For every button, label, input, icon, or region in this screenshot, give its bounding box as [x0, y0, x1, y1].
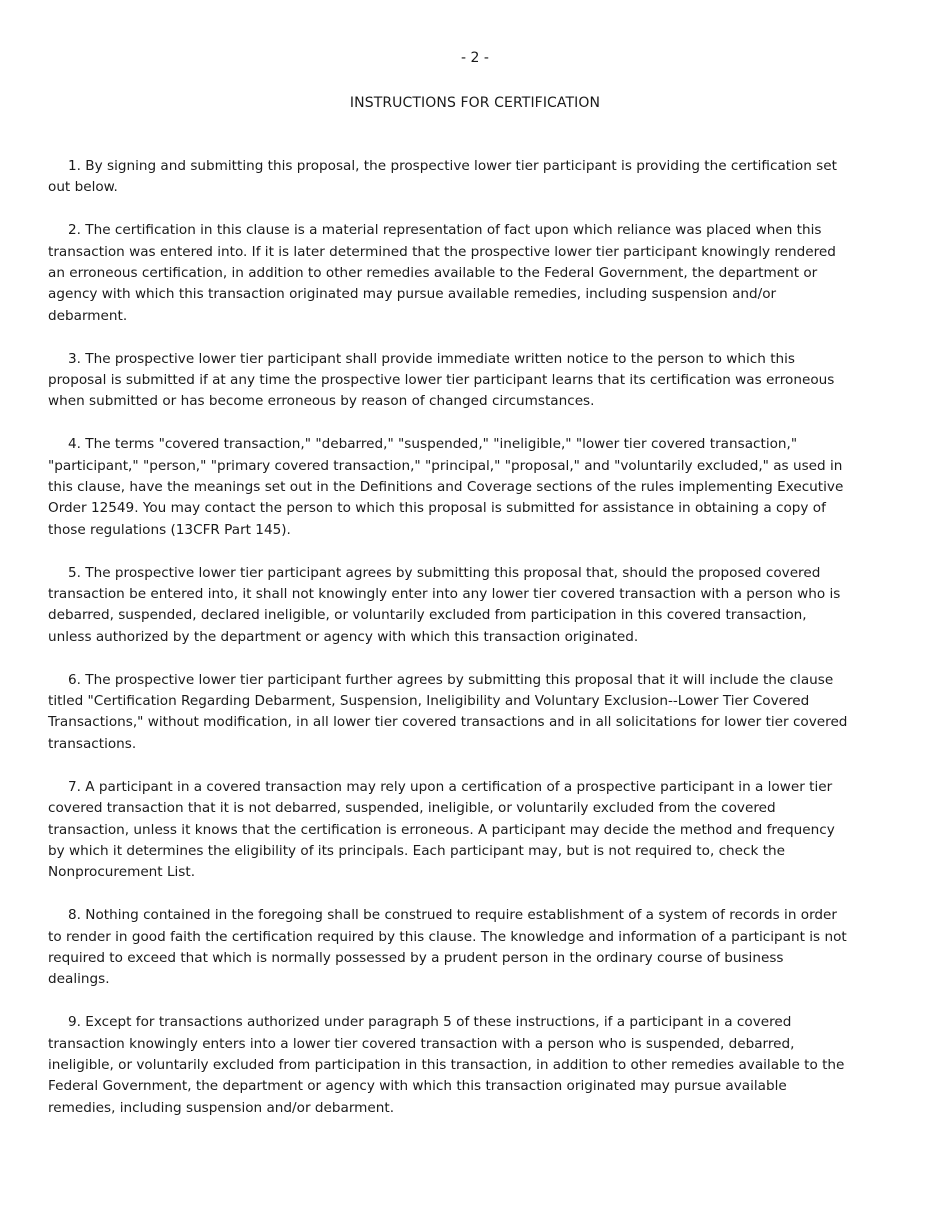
- paragraph-2: 2. The certification in this clause is a material representation of fact upon which reliance was placed when this transaction was entered into. If it is later determined that the prospective lower tier participant knowingly rendered an erroneous certification, in addition to other remedies available to the Federal Government, the department or agency with which this transaction originated may pursue available remedies, including suspension and/or debarment.: [48, 222, 836, 324]
- paragraph-3: 3. The prospective lower tier participant shall provide immediate written notice to the person to which this proposal is submitted if at any time the prospective lower tier participant learns that its certification was erroneous when submitted or has become erroneous by reason of changed circumstances.: [48, 350, 835, 410]
- instructions-body: [48, 156, 848, 1141]
- page-number: - 2 -: [461, 50, 489, 66]
- paragraph-1: 1. By signing and submitting this proposal, the prospective lower tier participant is providing the certification set out below.: [48, 158, 837, 196]
- paragraph-8: 8. Nothing contained in the foregoing shall be construed to require establishment of a system of records in order to render in good faith the certification required by this clause. The knowledge and information of a participant is not required to exceed that which is normally possessed by a prudent person in the ordinary course of business dealings.: [48, 907, 847, 988]
- paragraph-5: 5. The prospective lower tier participant agrees by submitting this proposal that, should the proposed covered transaction be entered into, it shall not knowingly enter into any lower tier covered transaction with a person who is debarred, suspended, declared ineligible, or voluntarily excluded from participation in this covered transaction, unless authorized by the department or agency with which this transaction originated.: [48, 564, 841, 645]
- paragraph-6: 6. The prospective lower tier participant further agrees by submitting this proposal that it will include the clause titled "Certification Regarding Debarment, Suspension, Ineligibility and Voluntary Exclusion--Lower Tier Covered Transactions," without modification, in all lower tier covered transactions and in all solicitations for lower tier covered transactions.: [48, 671, 848, 752]
- paragraph-7: 7. A participant in a covered transaction may rely upon a certification of a prospective participant in a lower tier covered transaction that it is not debarred, suspended, ineligible, or voluntarily excluded from the covered transaction, unless it knows that the certification is erroneous. A participant may decide the method and frequency by which it determines the eligibility of its principals. Each participant may, but is not required to, check the Nonprocurement List.: [48, 778, 835, 881]
- paragraph-4: 4. The terms "covered transaction," "debarred," "suspended," "ineligible," "lower tier covered transaction," "participant," "person," "primary covered transaction," "principal," "proposal," and "voluntarily excluded," as used in this clause, have the meanings set out in the Definitions and Coverage sections of the rules implementing Executive Order 12549. You may contact the person to which this proposal is submitted for assistance in obtaining a copy of those regulations (13CFR Part 145).: [48, 436, 844, 538]
- document-title: INSTRUCTIONS FOR CERTIFICATION: [349, 95, 601, 111]
- paragraph-9: 9. Except for transactions authorized under paragraph 5 of these instructions, if a participant in a covered transaction knowingly enters into a lower tier covered transaction with a person who is suspended, debarred, ineligible, or voluntarily excluded from participation in this transaction, in addition to other remedies available to the Federal Government, the department or agency with which this transaction originated may pursue available remedies, including suspension and/or debarment.: [48, 1014, 845, 1116]
